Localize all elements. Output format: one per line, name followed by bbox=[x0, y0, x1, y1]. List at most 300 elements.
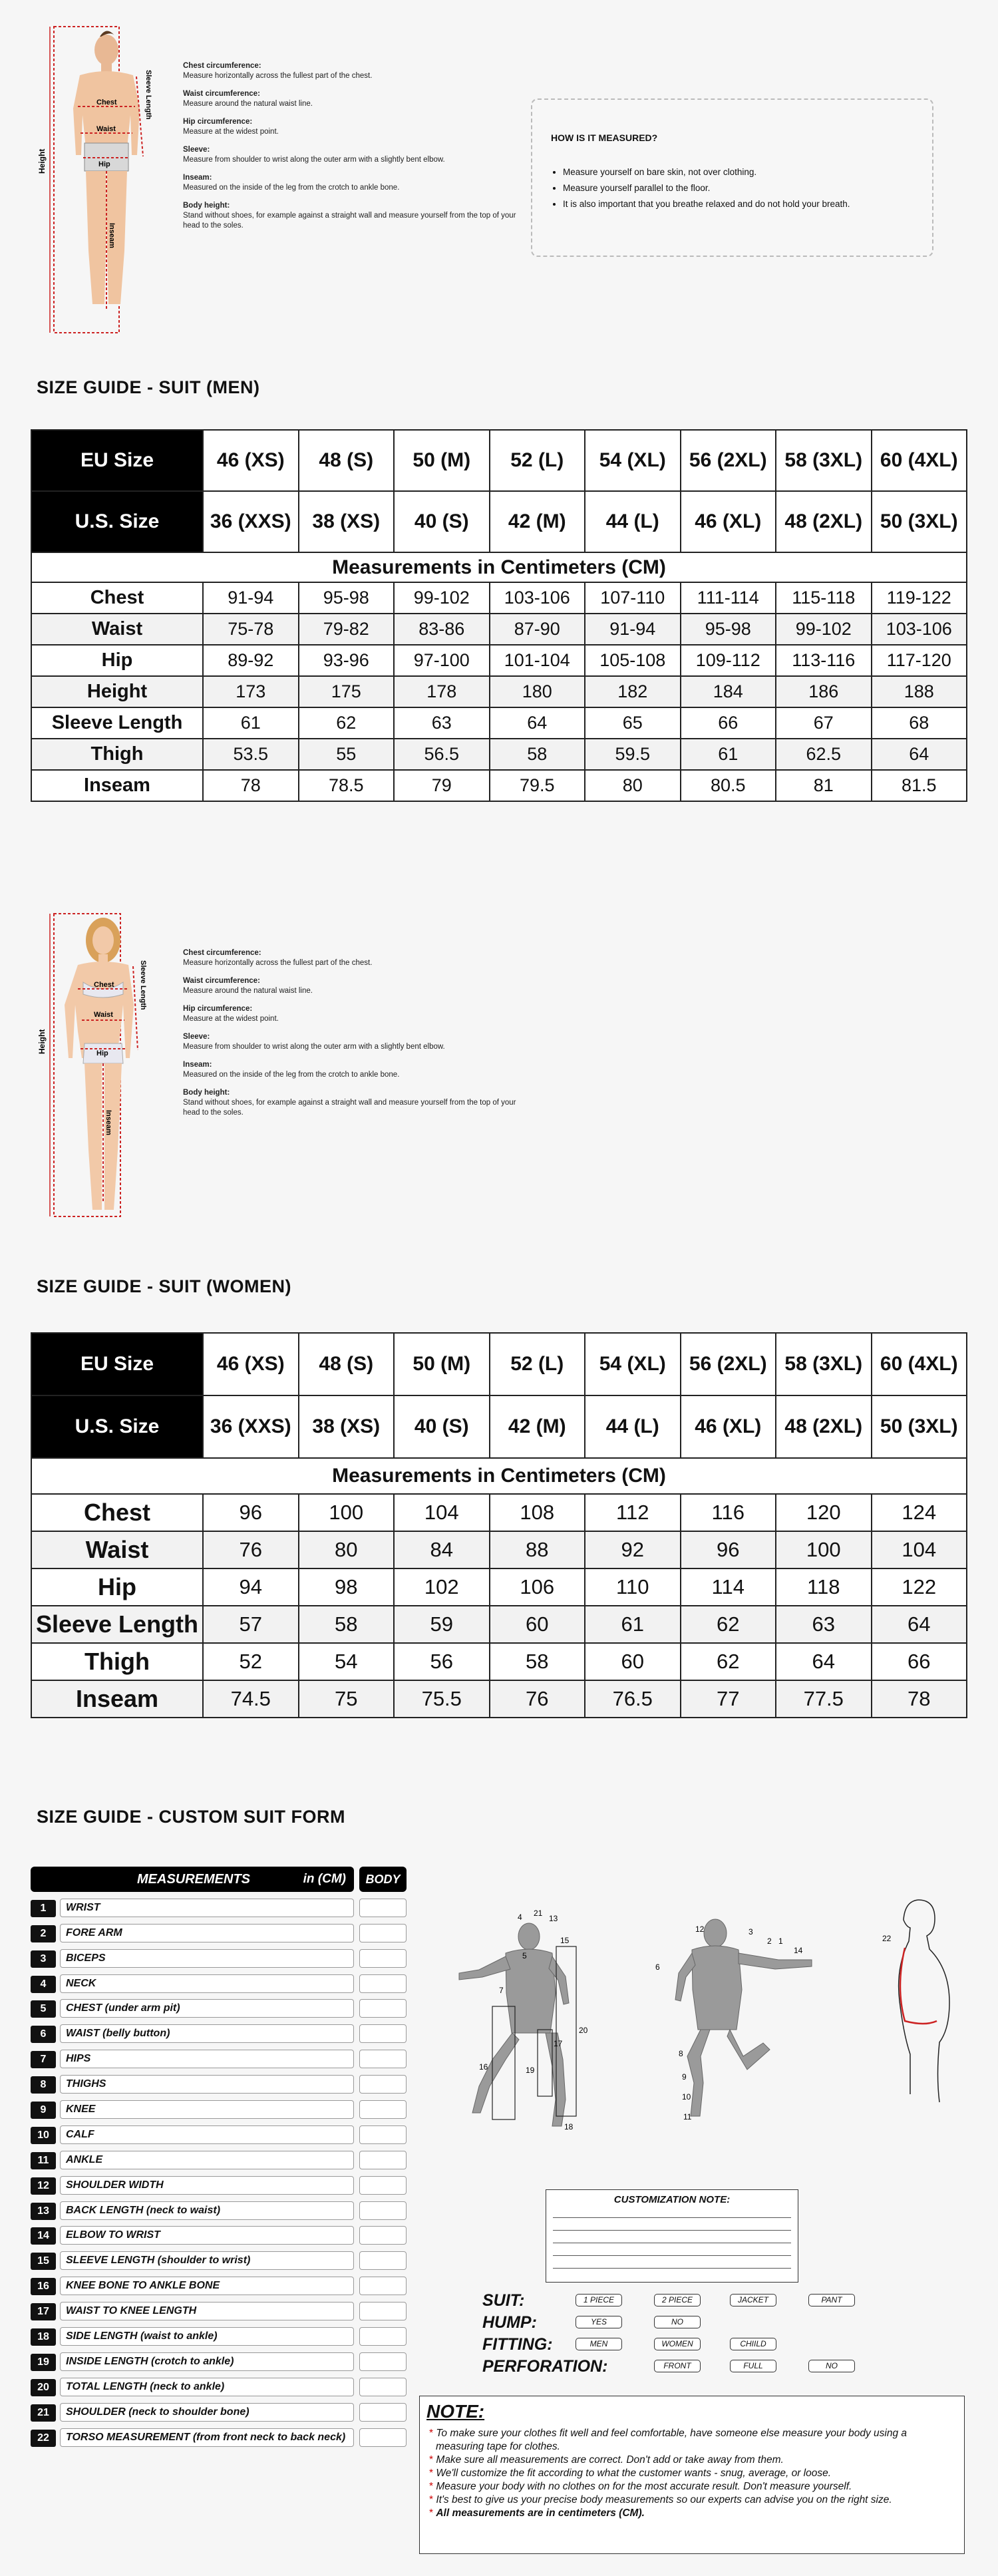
eu-size-cell: 58 (3XL) bbox=[776, 1333, 872, 1395]
measurement-value: 98 bbox=[299, 1568, 395, 1606]
measurement-value: 61 bbox=[203, 707, 299, 739]
measurement-form-row bbox=[31, 2125, 407, 2145]
row-number: 15 bbox=[31, 2253, 56, 2270]
measurement-field-label: TORSO MEASUREMENT (from front neck to back neck) bbox=[60, 2428, 354, 2447]
measurement-value: 60 bbox=[490, 1606, 585, 1643]
us-size-cell: 46 (XL) bbox=[681, 1395, 776, 1458]
measurement-label: Sleeve Length bbox=[31, 707, 203, 739]
measurement-field-label: ANKLE bbox=[60, 2151, 354, 2169]
option-pill[interactable]: 2 PIECE bbox=[654, 2294, 701, 2306]
measurement-value: 62 bbox=[681, 1643, 776, 1680]
us-size-cell: 48 (2XL) bbox=[776, 1395, 872, 1458]
measurement-value: 182 bbox=[585, 676, 681, 707]
us-size-cell: 48 (2XL) bbox=[776, 491, 872, 552]
measurement-value: 95-98 bbox=[681, 614, 776, 645]
row-number: 19 bbox=[31, 2354, 56, 2371]
diagram-number: 15 bbox=[560, 1936, 570, 1945]
measurement-form-row bbox=[31, 2151, 407, 2171]
option-pill[interactable]: NO bbox=[808, 2360, 855, 2372]
measurement-field-label: SHOULDER (neck to shoulder bone) bbox=[60, 2403, 354, 2422]
measurement-label: Hip bbox=[31, 645, 203, 676]
measurement-value: 109-112 bbox=[681, 645, 776, 676]
body-measurement-input[interactable] bbox=[359, 2075, 407, 2094]
measurement-value: 75 bbox=[299, 1680, 395, 1718]
measurement-value: 63 bbox=[394, 707, 490, 739]
row-number: 13 bbox=[31, 2203, 56, 2220]
diagram-number: 22 bbox=[882, 1934, 892, 1943]
fig-label-chest: Chest bbox=[94, 981, 114, 989]
body-measurement-input[interactable] bbox=[359, 1949, 407, 1968]
measurement-form-row bbox=[31, 2428, 407, 2448]
diagram-number: 1 bbox=[778, 1936, 783, 1946]
measurement-field-label: HIPS bbox=[60, 2050, 354, 2068]
how-measured-title: HOW IS IT MEASURED? bbox=[551, 132, 658, 143]
note-item: We'll customize the fit according to what the customer wants - snug, average, or loose. bbox=[436, 2468, 832, 2479]
measurement-form-row bbox=[31, 1999, 407, 2019]
fig-label-hip: Hip bbox=[96, 1049, 108, 1057]
measurement-value: 184 bbox=[681, 676, 776, 707]
diagram-number: 9 bbox=[682, 2072, 687, 2082]
measurement-value: 75.5 bbox=[394, 1680, 490, 1718]
measurement-row bbox=[31, 614, 967, 645]
row-number: 3 bbox=[31, 1950, 56, 1968]
guide-title: Waist circumference: bbox=[183, 977, 260, 985]
fig-label-inseam: Inseam bbox=[108, 223, 116, 248]
measurement-form-header bbox=[31, 1867, 407, 1893]
measurements-header: MEASUREMENTS bbox=[137, 1872, 251, 1887]
measurement-value: 118 bbox=[776, 1568, 872, 1606]
measurement-form-row bbox=[31, 2024, 407, 2044]
diagram-number: 12 bbox=[695, 1925, 705, 1934]
fig-label-waist: Waist bbox=[96, 125, 116, 133]
measurement-value: 80 bbox=[585, 770, 681, 801]
custom-section-title: SIZE GUIDE - CUSTOM SUIT FORM bbox=[37, 1807, 346, 1827]
measurement-value: 56 bbox=[394, 1643, 490, 1680]
measurement-value: 103-106 bbox=[490, 582, 585, 614]
guide-title: Sleeve: bbox=[183, 1033, 210, 1041]
measurement-value: 78.5 bbox=[299, 770, 395, 801]
body-measurement-input[interactable] bbox=[359, 2176, 407, 2195]
measurement-value: 110 bbox=[585, 1568, 681, 1606]
body-measurement-input[interactable] bbox=[359, 2151, 407, 2169]
measurement-value: 102 bbox=[394, 1568, 490, 1606]
row-number: 9 bbox=[31, 2102, 56, 2119]
measurement-row bbox=[31, 1531, 967, 1568]
body-measurement-input[interactable] bbox=[359, 2251, 407, 2270]
measurement-form-row bbox=[31, 2277, 407, 2297]
eu-size-cell: 50 (M) bbox=[394, 430, 490, 491]
diagram-number: 21 bbox=[534, 1909, 543, 1918]
measurement-label: Waist bbox=[31, 614, 203, 645]
fig-label-inseam: Inseam bbox=[104, 1110, 112, 1135]
measurement-value: 119-122 bbox=[872, 582, 967, 614]
diagram-number: 11 bbox=[683, 2112, 692, 2121]
row-number: 7 bbox=[31, 2051, 56, 2068]
measurement-value: 186 bbox=[776, 676, 872, 707]
eu-size-cell: 46 (XS) bbox=[203, 1333, 299, 1395]
row-number: 17 bbox=[31, 2303, 56, 2320]
measurement-field-label: THIGHS bbox=[60, 2075, 354, 2094]
measurement-value: 62.5 bbox=[776, 739, 872, 770]
option-pill[interactable]: NO bbox=[654, 2316, 701, 2328]
customization-note-title: CUSTOMIZATION NOTE: bbox=[613, 2194, 731, 2205]
diagram-number: 10 bbox=[682, 2092, 691, 2102]
measurement-form-row bbox=[31, 2050, 407, 2070]
diagram-number: 18 bbox=[564, 2122, 574, 2131]
measurement-field-label: INSIDE LENGTH (crotch to ankle) bbox=[60, 2352, 354, 2371]
measurement-value: 96 bbox=[681, 1531, 776, 1568]
note-item: Measure your body with no clothes on for the most accurate result. Don't measure yourself. bbox=[436, 2481, 852, 2492]
eu-size-cell: 48 (S) bbox=[299, 1333, 395, 1395]
measurement-value: 91-94 bbox=[203, 582, 299, 614]
measurement-value: 55 bbox=[299, 739, 395, 770]
body-measurement-input[interactable] bbox=[359, 1899, 407, 1917]
fig-label-sleeve: Sleeve Length bbox=[139, 960, 147, 1010]
how-measured-item: • It is also important that you breathe relaxed and do not hold your breath. bbox=[563, 196, 914, 212]
customization-note-box[interactable] bbox=[546, 2189, 798, 2283]
guide-text: Stand without shoes, for example against a straight wall and measure yourself from the top of your head to the soles. bbox=[183, 212, 516, 230]
eu-size-cell: 46 (XS) bbox=[203, 430, 299, 491]
measurement-value: 79 bbox=[394, 770, 490, 801]
measurement-label: Chest bbox=[31, 582, 203, 614]
measurement-value: 64 bbox=[490, 707, 585, 739]
measurement-value: 96 bbox=[203, 1494, 299, 1531]
body-measurement-input[interactable] bbox=[359, 1999, 407, 2018]
diagram-number: 5 bbox=[522, 1951, 527, 1960]
row-number: 22 bbox=[31, 2430, 56, 2447]
measurement-label: Sleeve Length bbox=[31, 1606, 203, 1643]
eu-size-cell: 48 (S) bbox=[299, 430, 395, 491]
unit-header: in (CM) bbox=[303, 1872, 346, 1886]
eu-size-cell: 60 (4XL) bbox=[872, 430, 967, 491]
body-diagram-back bbox=[642, 1900, 855, 2126]
measurement-value: 89-92 bbox=[203, 645, 299, 676]
guide-title: Chest circumference: bbox=[183, 949, 261, 957]
note-item: To make sure your clothes fit well and feel comfortable, have someone else measure your body using a measuring tape for clothes. bbox=[436, 2428, 908, 2452]
guide-title: Chest circumference: bbox=[183, 62, 261, 70]
body-measurement-input[interactable] bbox=[359, 1974, 407, 1993]
measurement-form-row bbox=[31, 1924, 407, 1944]
measurement-value: 104 bbox=[394, 1494, 490, 1531]
measurement-value: 107-110 bbox=[585, 582, 681, 614]
measurement-value: 97-100 bbox=[394, 645, 490, 676]
measurement-field-label: KNEE bbox=[60, 2100, 354, 2119]
measurement-value: 108 bbox=[490, 1494, 585, 1531]
row-number: 6 bbox=[31, 2026, 56, 2043]
measurement-field-label: ELBOW TO WRIST bbox=[60, 2226, 354, 2245]
measurement-value: 68 bbox=[872, 707, 967, 739]
eu-size-cell: 56 (2XL) bbox=[681, 1333, 776, 1395]
measurement-field-label: TOTAL LENGTH (neck to ankle) bbox=[60, 2378, 354, 2396]
body-measurement-input[interactable] bbox=[359, 2100, 407, 2119]
body-diagram-side bbox=[878, 1887, 971, 2106]
diagram-number: 16 bbox=[479, 2062, 488, 2072]
measurement-field-label: KNEE BONE TO ANKLE BONE bbox=[60, 2277, 354, 2295]
guide-title: Sleeve: bbox=[183, 146, 210, 154]
body-measurement-input[interactable] bbox=[359, 2024, 407, 2043]
measurement-value: 124 bbox=[872, 1494, 967, 1531]
us-size-cell: 36 (XXS) bbox=[203, 1395, 299, 1458]
measurements-caption: Measurements in Centimeters (CM) bbox=[31, 552, 967, 582]
measurement-value: 74.5 bbox=[203, 1680, 299, 1718]
body-measurement-input[interactable] bbox=[359, 2403, 407, 2422]
row-number: 16 bbox=[31, 2278, 56, 2295]
measurement-label: Chest bbox=[31, 1494, 203, 1531]
row-number: 20 bbox=[31, 2379, 56, 2396]
measurement-value: 175 bbox=[299, 676, 395, 707]
eu-size-cell: 50 (M) bbox=[394, 1333, 490, 1395]
measurement-form-row bbox=[31, 1974, 407, 1994]
women-figure-illustration bbox=[37, 910, 173, 1220]
measurement-value: 63 bbox=[776, 1606, 872, 1643]
measurement-value: 76 bbox=[490, 1680, 585, 1718]
measurement-form-row bbox=[31, 2176, 407, 2196]
guide-title: Waist circumference: bbox=[183, 90, 260, 98]
row-number: 14 bbox=[31, 2227, 56, 2245]
measurement-value: 64 bbox=[872, 1606, 967, 1643]
note-title: NOTE: bbox=[426, 2401, 485, 2422]
measurement-field-label: SHOULDER WIDTH bbox=[60, 2176, 354, 2195]
measurement-value: 53.5 bbox=[203, 739, 299, 770]
option-pill[interactable]: MEN bbox=[576, 2338, 622, 2350]
eu-size-cell: 58 (3XL) bbox=[776, 430, 872, 491]
measurement-field-label: NECK bbox=[60, 1974, 354, 1993]
measurement-row bbox=[31, 645, 967, 676]
measurement-value: 120 bbox=[776, 1494, 872, 1531]
measurement-value: 59.5 bbox=[585, 739, 681, 770]
row-number: 10 bbox=[31, 2127, 56, 2144]
measurement-row bbox=[31, 676, 967, 707]
diagram-number: 6 bbox=[655, 1962, 660, 1972]
measurement-field-label: CHEST (under arm pit) bbox=[60, 1999, 354, 2018]
fig-label-height: Height bbox=[37, 1029, 47, 1054]
us-size-cell: 42 (M) bbox=[490, 491, 585, 552]
row-number: 12 bbox=[31, 2177, 56, 2195]
measurement-value: 66 bbox=[872, 1643, 967, 1680]
guide-title: Body height: bbox=[183, 1089, 230, 1097]
measurement-value: 99-102 bbox=[394, 582, 490, 614]
measurement-form-row bbox=[31, 2327, 407, 2347]
note-item: All measurements are in centimeters (CM). bbox=[436, 2507, 645, 2519]
guide-text: Measure horizontally across the fullest part of the chest. bbox=[183, 72, 373, 80]
body-measurement-input[interactable] bbox=[359, 2327, 407, 2346]
fig-label-sleeve: Sleeve Length bbox=[144, 70, 152, 120]
measurement-field-label: SLEEVE LENGTH (shoulder to wrist) bbox=[60, 2251, 354, 2270]
row-number: 4 bbox=[31, 1976, 56, 1993]
note-box: NOTE: * To make sure your clothes fit well and feel comfortable, have someone else measure your body using a measuring tape for clothes. * Make sure all measurements are correct. Don't add or take away from them. * We'll customize the fit according to what the customer wants - snug, average, or loose. * Measure your body with no clothes on for the most accurate result. Don't measure yourself. * It's best to give us your precise body measurements so our experts can advise you on the right size. * All measurements are in centimeters (CM). bbox=[419, 2396, 965, 2554]
row-number: 2 bbox=[31, 1925, 56, 1942]
diagram-number: 20 bbox=[579, 2026, 588, 2035]
option-pill[interactable]: WOMEN bbox=[654, 2338, 701, 2350]
measurement-form-row bbox=[31, 2403, 407, 2423]
measurement-value: 75-78 bbox=[203, 614, 299, 645]
women-size-table bbox=[31, 1332, 967, 1718]
us-size-cell: 50 (3XL) bbox=[872, 491, 967, 552]
measurement-value: 58 bbox=[490, 1643, 585, 1680]
row-number: 8 bbox=[31, 2076, 56, 2094]
measurement-value: 54 bbox=[299, 1643, 395, 1680]
measurement-value: 111-114 bbox=[681, 582, 776, 614]
guide-text: Measure at the widest point. bbox=[183, 1015, 279, 1023]
measurement-value: 80.5 bbox=[681, 770, 776, 801]
measurement-field-label: BICEPS bbox=[60, 1949, 354, 1968]
measurement-form-row bbox=[31, 1899, 407, 1919]
measurement-label: Thigh bbox=[31, 1643, 203, 1680]
row-number: 5 bbox=[31, 2000, 56, 2018]
option-pill[interactable]: JACKET bbox=[730, 2294, 776, 2306]
option-label: FITTING: bbox=[482, 2335, 553, 2354]
eu-size-cell: 56 (2XL) bbox=[681, 430, 776, 491]
us-size-cell: 42 (M) bbox=[490, 1395, 585, 1458]
measurement-row bbox=[31, 1494, 967, 1531]
measurement-value: 59 bbox=[394, 1606, 490, 1643]
guide-text: Measured on the inside of the leg from the crotch to ankle bone. bbox=[183, 1071, 400, 1079]
men-figure-illustration bbox=[37, 23, 173, 336]
measurement-value: 101-104 bbox=[490, 645, 585, 676]
us-size-label: U.S. Size bbox=[31, 491, 203, 552]
measurement-value: 100 bbox=[776, 1531, 872, 1568]
diagram-number: 4 bbox=[518, 1913, 522, 1922]
measurement-label: Inseam bbox=[31, 1680, 203, 1718]
us-size-cell: 40 (S) bbox=[394, 1395, 490, 1458]
body-measurement-input[interactable] bbox=[359, 1924, 407, 1942]
us-size-cell: 50 (3XL) bbox=[872, 1395, 967, 1458]
measurement-value: 58 bbox=[490, 739, 585, 770]
measurement-form-row bbox=[31, 2226, 407, 2246]
us-size-row bbox=[31, 491, 967, 552]
measurement-row bbox=[31, 1568, 967, 1606]
guide-title: Inseam: bbox=[183, 1061, 212, 1069]
measurement-form-row bbox=[31, 2302, 407, 2322]
measurement-row bbox=[31, 739, 967, 770]
row-number: 18 bbox=[31, 2328, 56, 2346]
measurement-value: 87-90 bbox=[490, 614, 585, 645]
measurement-form-row bbox=[31, 2352, 407, 2372]
us-size-row bbox=[31, 1395, 967, 1458]
measurement-value: 62 bbox=[299, 707, 395, 739]
measurement-value: 77.5 bbox=[776, 1680, 872, 1718]
measurement-value: 66 bbox=[681, 707, 776, 739]
body-measurement-input[interactable] bbox=[359, 2428, 407, 2447]
measurement-value: 92 bbox=[585, 1531, 681, 1568]
guide-text: Measure around the natural waist line. bbox=[183, 987, 313, 995]
fig-label-height: Height bbox=[37, 148, 47, 174]
fig-label-waist: Waist bbox=[94, 1011, 113, 1019]
men-measure-guide bbox=[183, 61, 529, 239]
measurement-field-label: WAIST TO KNEE LENGTH bbox=[60, 2302, 354, 2320]
us-size-cell: 44 (L) bbox=[585, 491, 681, 552]
guide-text: Measured on the inside of the leg from the crotch to ankle bone. bbox=[183, 184, 400, 192]
measurement-form-row bbox=[31, 2075, 407, 2095]
measurement-form-row bbox=[31, 1949, 407, 1969]
option-pill[interactable]: FULL bbox=[730, 2360, 776, 2372]
measurement-value: 80 bbox=[299, 1531, 395, 1568]
measurement-value: 105-108 bbox=[585, 645, 681, 676]
how-measured-item: • Measure yourself parallel to the floor. bbox=[563, 180, 914, 196]
body-measurement-input[interactable] bbox=[359, 2378, 407, 2396]
measurement-value: 91-94 bbox=[585, 614, 681, 645]
measurement-form-row bbox=[31, 2378, 407, 2398]
body-measurement-input[interactable] bbox=[359, 2226, 407, 2245]
measurement-value: 60 bbox=[585, 1643, 681, 1680]
eu-size-label: EU Size bbox=[31, 430, 203, 491]
note-item: It's best to give us your precise body measurements so our experts can advise you on the right size. bbox=[436, 2494, 892, 2505]
measurement-value: 61 bbox=[585, 1606, 681, 1643]
option-pill[interactable]: FRONT bbox=[654, 2360, 701, 2372]
body-measurement-input[interactable] bbox=[359, 2201, 407, 2220]
body-measurement-input[interactable] bbox=[359, 2277, 407, 2295]
body-measurement-input[interactable] bbox=[359, 2050, 407, 2068]
measurement-value: 95-98 bbox=[299, 582, 395, 614]
women-section-title: SIZE GUIDE - SUIT (WOMEN) bbox=[37, 1276, 291, 1296]
measurement-value: 113-116 bbox=[776, 645, 872, 676]
body-header: BODY bbox=[359, 1867, 407, 1892]
guide-text: Measure from shoulder to wrist along the outer arm with a slightly bent elbow. bbox=[183, 156, 445, 164]
diagram-number: 17 bbox=[554, 2039, 563, 2048]
us-size-cell: 44 (L) bbox=[585, 1395, 681, 1458]
measurement-field-label: WRIST bbox=[60, 1899, 354, 1917]
measurement-label: Waist bbox=[31, 1531, 203, 1568]
diagram-number: 8 bbox=[679, 2049, 683, 2058]
men-section-title: SIZE GUIDE - SUIT (MEN) bbox=[37, 377, 260, 397]
measurement-value: 58 bbox=[299, 1606, 395, 1643]
measurement-row bbox=[31, 707, 967, 739]
option-pill[interactable]: YES bbox=[576, 2316, 622, 2328]
us-size-cell: 36 (XXS) bbox=[203, 491, 299, 552]
measurement-value: 81.5 bbox=[872, 770, 967, 801]
eu-size-cell: 52 (L) bbox=[490, 1333, 585, 1395]
diagram-number: 7 bbox=[499, 1986, 504, 1995]
diagram-number: 19 bbox=[526, 2066, 535, 2075]
row-number: 21 bbox=[31, 2404, 56, 2422]
measurement-field-label: FORE ARM bbox=[60, 1924, 354, 1942]
measurement-value: 62 bbox=[681, 1606, 776, 1643]
body-measurement-input[interactable] bbox=[359, 2302, 407, 2320]
eu-size-cell: 54 (XL) bbox=[585, 430, 681, 491]
us-size-cell: 38 (XS) bbox=[299, 1395, 395, 1458]
eu-size-cell: 52 (L) bbox=[490, 430, 585, 491]
measurement-row bbox=[31, 770, 967, 801]
measurement-value: 112 bbox=[585, 1494, 681, 1531]
measurement-row bbox=[31, 582, 967, 614]
measurement-value: 67 bbox=[776, 707, 872, 739]
option-pill[interactable]: 1 PIECE bbox=[576, 2294, 622, 2306]
how-measured-item: • Measure yourself on bare skin, not over clothing. bbox=[563, 164, 914, 180]
us-size-cell: 38 (XS) bbox=[299, 491, 395, 552]
body-diagram-front bbox=[452, 1907, 645, 2133]
option-label: PERFORATION: bbox=[482, 2357, 608, 2376]
body-measurement-input[interactable] bbox=[359, 2352, 407, 2371]
measurement-value: 78 bbox=[203, 770, 299, 801]
diagram-number: 13 bbox=[549, 1914, 558, 1923]
fig-label-chest: Chest bbox=[96, 98, 117, 106]
measurement-value: 122 bbox=[872, 1568, 967, 1606]
measurement-label: Height bbox=[31, 676, 203, 707]
guide-title: Hip circumference: bbox=[183, 1005, 253, 1013]
body-measurement-input[interactable] bbox=[359, 2125, 407, 2144]
guide-text: Measure from shoulder to wrist along the outer arm with a slightly bent elbow. bbox=[183, 1043, 445, 1051]
measurement-value: 116 bbox=[681, 1494, 776, 1531]
measurements-caption: Measurements in Centimeters (CM) bbox=[31, 1458, 967, 1494]
measurement-value: 64 bbox=[872, 739, 967, 770]
option-label: HUMP: bbox=[482, 2313, 537, 2332]
option-pill[interactable]: CHIILD bbox=[730, 2338, 776, 2350]
measurement-value: 117-120 bbox=[872, 645, 967, 676]
us-size-label: U.S. Size bbox=[31, 1395, 203, 1458]
measurement-value: 93-96 bbox=[299, 645, 395, 676]
measurement-value: 88 bbox=[490, 1531, 585, 1568]
option-pill[interactable]: PANT bbox=[808, 2294, 855, 2306]
